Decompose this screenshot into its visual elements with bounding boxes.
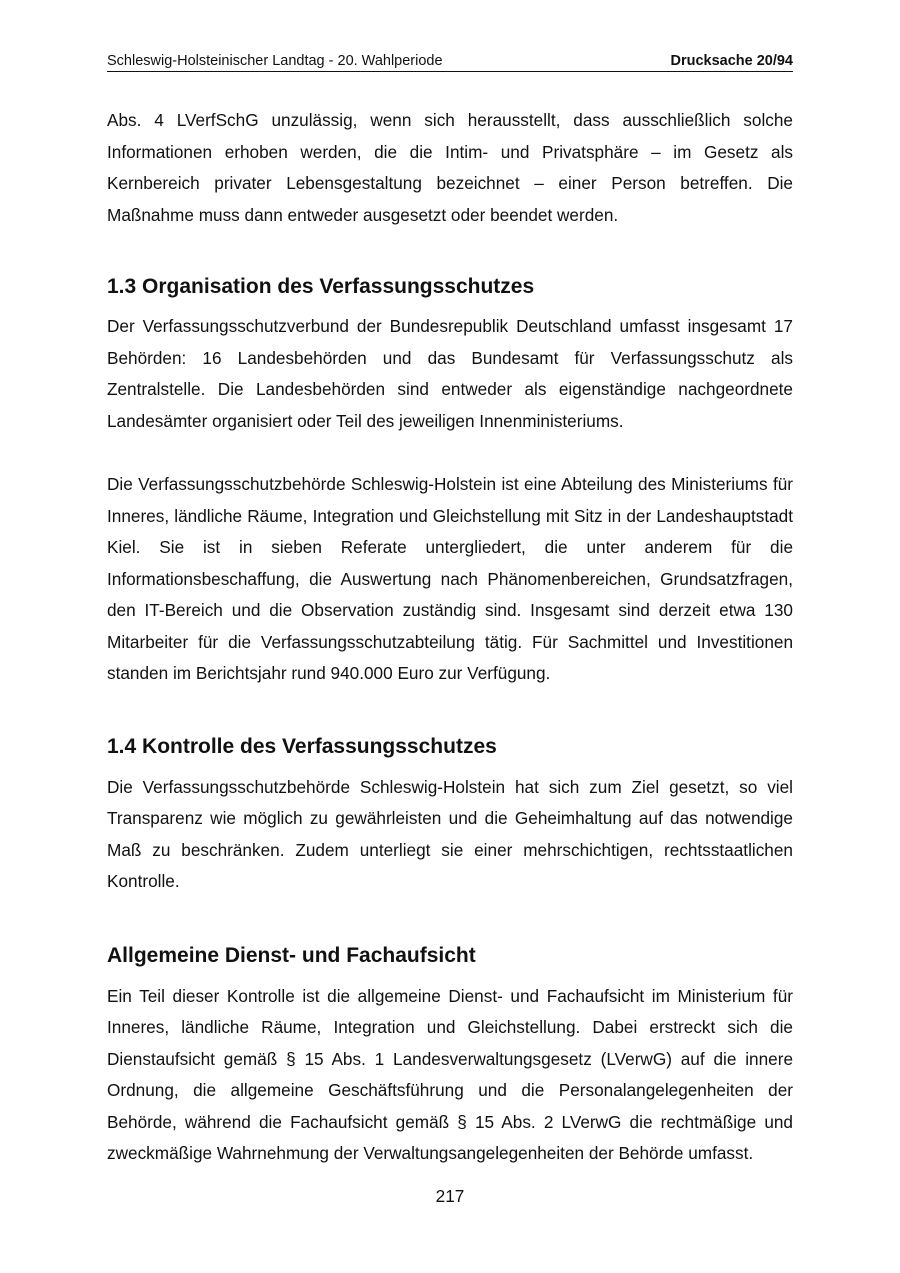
page-number: 217	[435, 1186, 465, 1206]
section-1-3-paragraph-2: Die Verfassungsschutzbehörde Schleswig-Holstein ist eine Abteilung des Ministeriums für Inneres, ländliche Räume, Integration und Gleichstellung mit Sitz in der Landeshauptstadt Kiel. Sie ist in sieben Referate untergliedert, die unter anderem für die Informationsbeschaffung, die Auswertung nach Phänomenbereichen, Grundsatzfragen, den IT-Bereich und die Observation zuständig sind. Insgesamt sind derzeit etwa 130 Mitarbeiter für die Verfassungsschutzabteilung tätig. Für Sachmittel und Investitionen standen im Berichtsjahr rund 940.000 Euro zur Verfügung.	[107, 474, 793, 683]
section-1-4-paragraph-1: Die Verfassungsschutzbehörde Schleswig-Holstein hat sich zum Ziel gesetzt, so viel Transparenz wie möglich zu gewährleisten und die Geheimhaltung auf das notwendige Maß zu beschränken. Zudem unterliegt sie einer mehrschichtigen, rechtsstaatlichen Kontrolle.	[107, 776, 793, 891]
header-title: Schleswig-Holsteinischer Landtag - 20. Wahlperiode	[107, 53, 443, 69]
section-1-3-paragraph-1: Der Verfassungsschutzverbund der Bundesrepublik Deutschland umfasst insgesamt 17 Behörden: 16 Landesbehörden und das Bundesamt für Verfassungsschutz als Zentralstelle. Die Landesbehörden sind entweder als eigenständige nachgeordnete Landesämter organisiert oder Teil des jeweiligen Innenministeriums.	[107, 316, 793, 431]
section-aufsicht-heading: Allgemeine Dienst- und Fachaufsicht	[107, 943, 476, 967]
header-document-number: Drucksache 20/94	[670, 53, 793, 69]
page-header	[107, 52, 793, 72]
section-1-3-heading: 1.3 Organisation des Verfassungsschutzes	[107, 275, 535, 298]
intro-paragraph: Abs. 4 LVerfSchG unzulässig, wenn sich herausstellt, dass ausschließlich solche Informationen erhoben werden, die die Intim- und Privatsphäre – im Gesetz als Kernbereich privater Lebensgestaltung bezeichnet – einer Person betreffen. Die Maßnahme muss dann entweder ausgesetzt oder beendet werden.	[107, 110, 793, 225]
section-1-4-heading: 1.4 Kontrolle des Verfassungsschutzes	[107, 734, 497, 758]
document-page	[107, 52, 793, 1170]
section-aufsicht-paragraph-1: Ein Teil dieser Kontrolle ist die allgemeine Dienst- und Fachaufsicht im Ministerium für Inneres, ländliche Räume, Integration und Gleichstellung. Dabei erstreckt sich die Dienstaufsicht gemäß § 15 Abs. 1 Landesverwaltungsgesetz (LVerwG) auf die innere Ordnung, die allgemeine Geschäftsführung und die Personalangelegenheiten der Behörde, während die Fachaufsicht gemäß § 15 Abs. 2 LVerwG die rechtmäßige und zweckmäßige Wahrnehmung der Verwaltungsangelegenheiten der Behörde umfasst.	[107, 985, 793, 1163]
